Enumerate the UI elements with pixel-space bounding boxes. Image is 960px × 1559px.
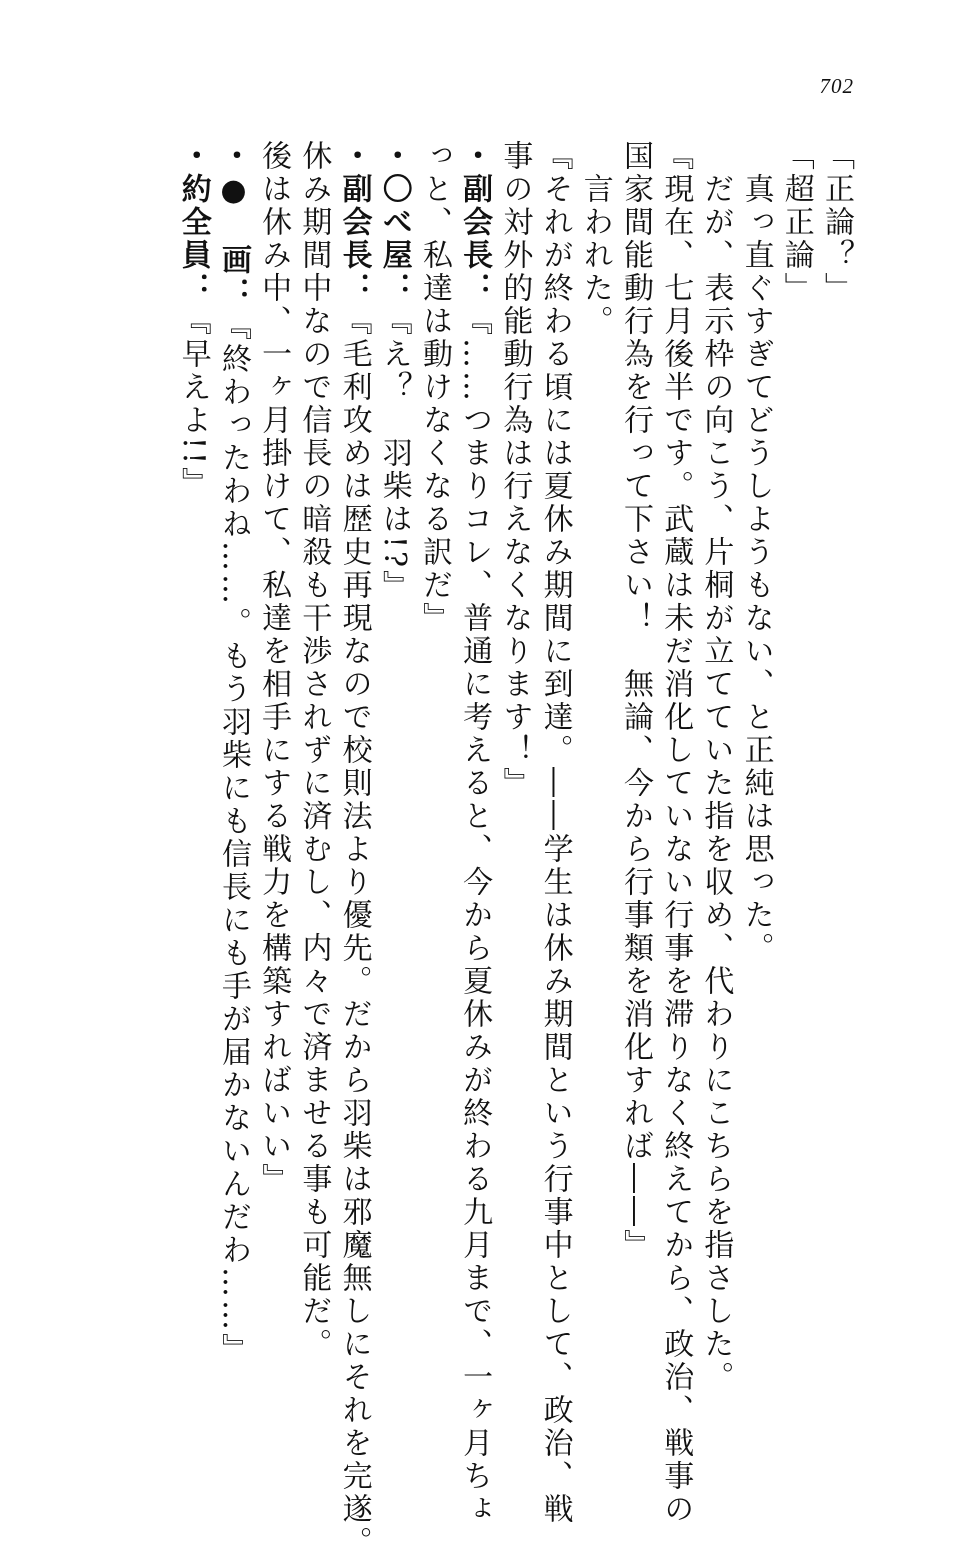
chat-line: ・約全員：『早えよ!!』: [175, 140, 211, 501]
chat-line: ・副会長：『……つまりコレ、普通に考えると、今から夏休みが終わる九月まで、一ヶ月ちょ: [457, 140, 493, 1526]
text-line: 事の対外的能動行為は行えなくなります！』: [497, 140, 533, 800]
chat-line: 後は休み中、一ヶ月掛けて、私達を相手にする戦力を構築すればいい』: [256, 140, 292, 1196]
text-line: 『それが終わる頃には夏休み期間に到達。――学生は休み期間という行事中として、政治、戦: [537, 140, 573, 1526]
text-line: 「超正論」: [778, 140, 814, 305]
speaker-name: ・● 画：: [215, 140, 251, 310]
text-line: 真っ直ぐすぎてどうしようもない、と正純は思った。: [738, 140, 774, 965]
chat-line: ・● 画：『終わったわね……。もう羽柴にも信長にも手が届かないんだわ……』: [215, 140, 251, 1366]
text-line: 『現在、七月後半です。武蔵は未だ消化していない行事を滞りなく終えてから、政治、戦事の: [658, 140, 694, 1526]
speaker-name: ・約全員：: [175, 140, 211, 305]
chat-line: 休み期間中なので信長の暗殺も干渉されずに済むし、内々で済ませる事も可能だ。: [296, 140, 332, 1361]
text-line: 国家間能動行為を行って下さい！ 無論、今から行事類を消化すれば――』: [617, 140, 653, 1262]
chat-line: ・副会長：『毛利攻めは歴史再現なので校則法より優先。だから羽柴は邪魔無しにそれを完遂。: [336, 140, 372, 1559]
text-line: 言われた。: [577, 140, 613, 338]
speaker-name: ・副会長：: [336, 140, 372, 305]
page-text: [36, 140, 856, 1559]
text-line: だが、表示枠の向こう、片桐が立てていた指を収め、代わりにこちらを指さした。: [698, 140, 734, 1394]
text-line: 「正論？」: [819, 140, 854, 305]
speaker-name: ・〇べ屋：: [376, 140, 412, 305]
chat-line: ・〇べ屋：『え？ 羽柴は!?』: [376, 140, 412, 604]
page-number: 702: [819, 74, 854, 98]
chat-line: っと、私達は動けなくなる訳だ』: [416, 140, 452, 635]
speaker-name: ・副会長：: [457, 140, 493, 305]
